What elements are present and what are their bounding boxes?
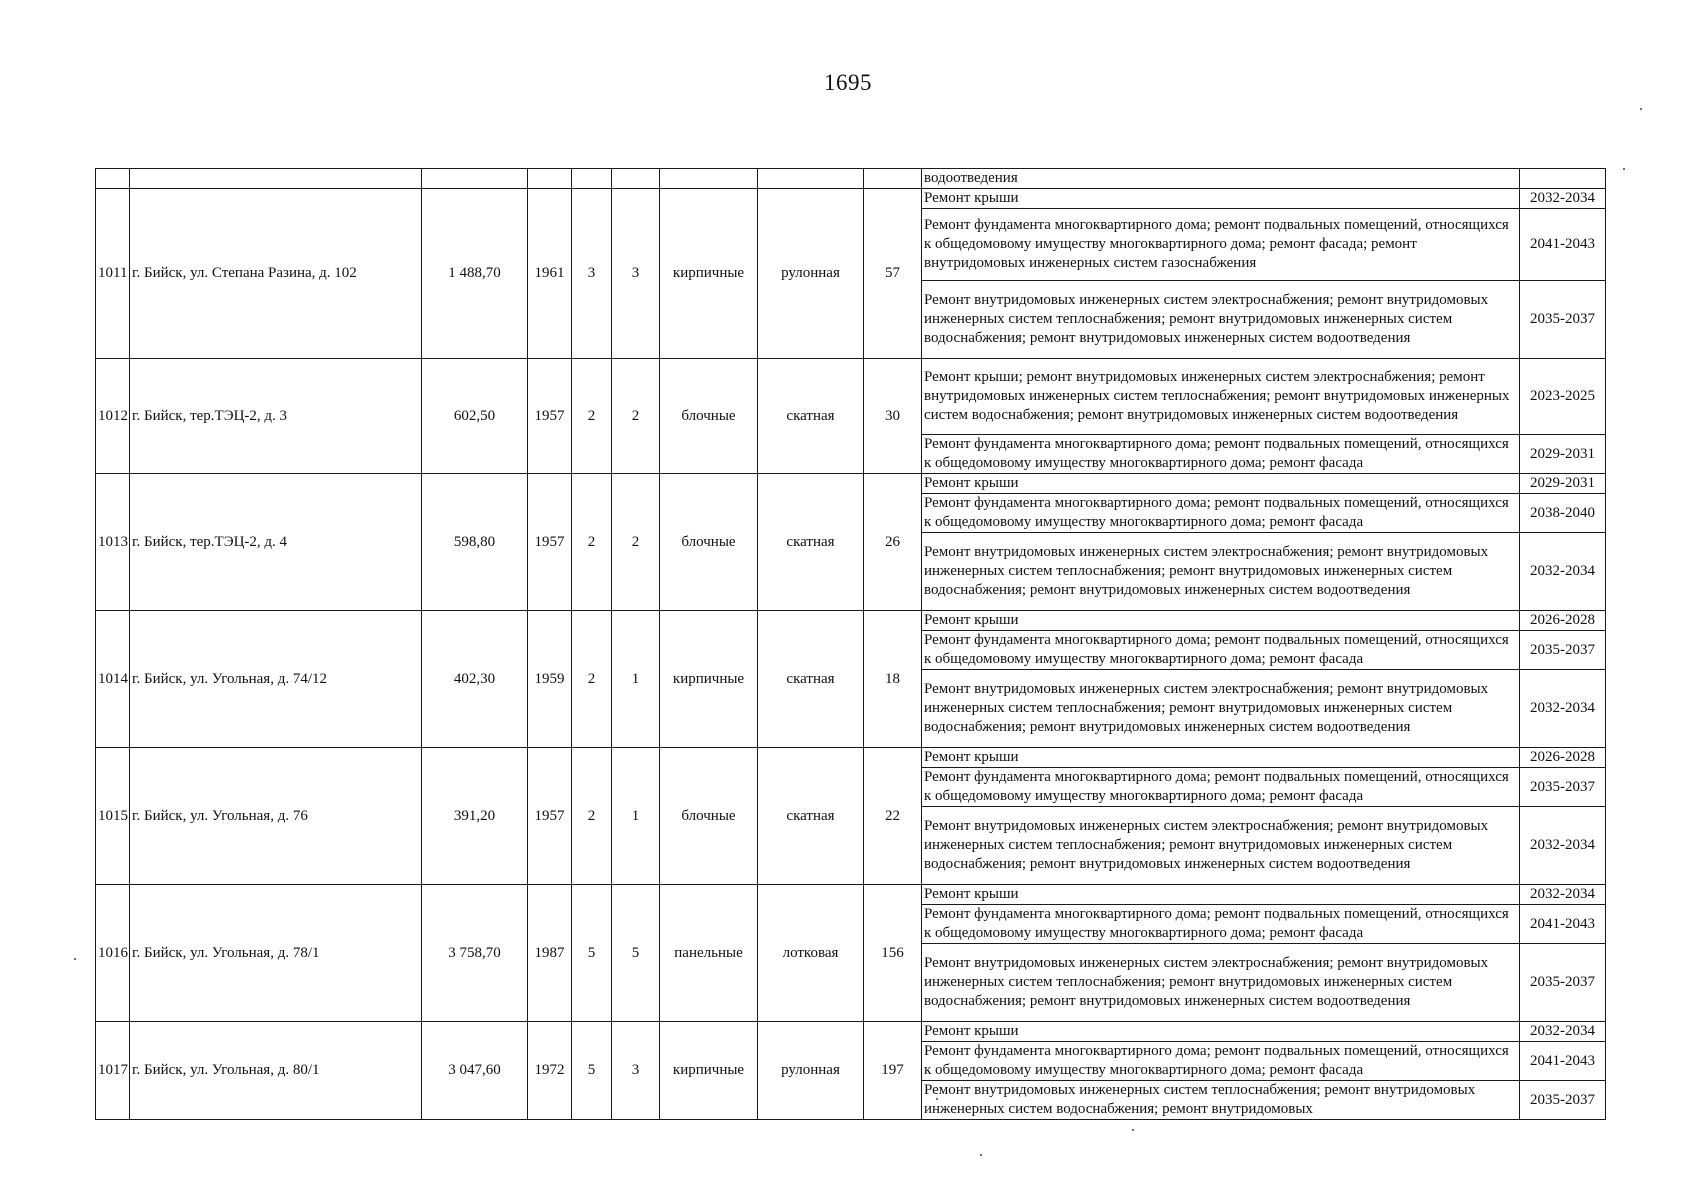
- building-row: [96, 474, 1606, 494]
- empty-cell: [130, 169, 422, 189]
- building-address: г. Бийск, тер.ТЭЦ-2, д. 4: [130, 474, 422, 611]
- carry-over-row: [96, 169, 1606, 189]
- housing-repair-table: [95, 168, 1606, 1120]
- entrance-count: 1: [612, 611, 660, 748]
- repair-period: 2035-2037: [1520, 768, 1606, 807]
- repair-period: 2026-2028: [1520, 611, 1606, 631]
- page-number: 1695: [824, 70, 872, 95]
- entrance-count: 5: [612, 885, 660, 1022]
- floor-count: 2: [572, 611, 612, 748]
- building-area: 602,50: [422, 359, 528, 474]
- repair-period: 2029-2031: [1520, 435, 1606, 474]
- repair-work-description: Ремонт фундамента многоквартирного дома; ремонт подвальных помещений, относящихся к общедомовому имуществу многоквартирного дома; ремонт фасада: [922, 435, 1520, 474]
- empty-cell: [422, 169, 528, 189]
- floor-count: 2: [572, 359, 612, 474]
- row-number: 1011: [96, 189, 130, 359]
- building-area: 3 758,70: [422, 885, 528, 1022]
- resident-count: 30: [864, 359, 922, 474]
- scan-speck: [1132, 1129, 1134, 1131]
- scan-speck: [980, 1154, 982, 1156]
- repair-work-description: Ремонт фундамента многоквартирного дома; ремонт подвальных помещений, относящихся к общедомовому имуществу многоквартирного дома; ремонт фасада: [922, 1042, 1520, 1081]
- building-address: г. Бийск, ул. Угольная, д. 76: [130, 748, 422, 885]
- build-year: 1961: [528, 189, 572, 359]
- build-year: 1957: [528, 359, 572, 474]
- row-number: 1015: [96, 748, 130, 885]
- repair-work-description: Ремонт внутридомовых инженерных систем электроснабжения; ремонт внутридомовых инженерных систем теплоснабжения; ремонт внутридомовых инженерных систем водоснабжения; ремонт внутридомовых инженерных систем водоотведения: [922, 670, 1520, 748]
- repair-work-description: Ремонт внутридомовых инженерных систем электроснабжения; ремонт внутридомовых инженерных систем теплоснабжения; ремонт внутридомовых инженерных систем водоснабжения; ремонт внутридомовых инженерных систем водоотведения: [922, 944, 1520, 1022]
- roof-type: скатная: [758, 611, 864, 748]
- empty-cell: [528, 169, 572, 189]
- row-number: 1012: [96, 359, 130, 474]
- empty-cell: [660, 169, 758, 189]
- row-number: 1016: [96, 885, 130, 1022]
- scan-speck: [1640, 108, 1642, 110]
- floor-count: 2: [572, 474, 612, 611]
- repair-work-description: Ремонт внутридомовых инженерных систем электроснабжения; ремонт внутридомовых инженерных систем теплоснабжения; ремонт внутридомовых инженерных систем водоснабжения; ремонт внутридомовых инженерных систем водоотведения: [922, 533, 1520, 611]
- repair-work-description: Ремонт фундамента многоквартирного дома; ремонт подвальных помещений, относящихся к общедомовому имуществу многоквартирного дома; ремонт фасада: [922, 905, 1520, 944]
- building-area: 402,30: [422, 611, 528, 748]
- resident-count: 26: [864, 474, 922, 611]
- building-address: г. Бийск, ул. Угольная, д. 74/12: [130, 611, 422, 748]
- repair-work-description: Ремонт фундамента многоквартирного дома; ремонт подвальных помещений, относящихся к общедомовому имуществу многоквартирного дома; ремонт фасада: [922, 768, 1520, 807]
- repair-period: 2032-2034: [1520, 885, 1606, 905]
- wall-material: блочные: [660, 474, 758, 611]
- empty-cell: [758, 169, 864, 189]
- building-row: [96, 885, 1606, 905]
- resident-count: 156: [864, 885, 922, 1022]
- build-year: 1957: [528, 474, 572, 611]
- repair-period: 2041-2043: [1520, 1042, 1606, 1081]
- wall-material: панельные: [660, 885, 758, 1022]
- resident-count: 22: [864, 748, 922, 885]
- repair-period: 2035-2037: [1520, 944, 1606, 1022]
- building-area: 1 488,70: [422, 189, 528, 359]
- building-row: [96, 359, 1606, 435]
- repair-period: 2032-2034: [1520, 533, 1606, 611]
- building-row: [96, 189, 1606, 209]
- floor-count: 2: [572, 748, 612, 885]
- repair-period: 2023-2025: [1520, 359, 1606, 435]
- repair-period: 2035-2037: [1520, 631, 1606, 670]
- entrance-count: 3: [612, 189, 660, 359]
- repair-work-description: Ремонт фундамента многоквартирного дома; ремонт подвальных помещений, относящихся к общедомовому имуществу многоквартирного дома; ремонт фасада: [922, 494, 1520, 533]
- repair-work-description: Ремонт фундамента многоквартирного дома; ремонт подвальных помещений, относящихся к общедомовому имуществу многоквартирного дома; ремонт фасада: [922, 631, 1520, 670]
- empty-cell: [96, 169, 130, 189]
- roof-type: скатная: [758, 748, 864, 885]
- entrance-count: 3: [612, 1022, 660, 1120]
- scan-speck: [74, 958, 76, 960]
- scan-speck: [936, 1098, 938, 1100]
- floor-count: 5: [572, 1022, 612, 1120]
- floor-count: 5: [572, 885, 612, 1022]
- entrance-count: 2: [612, 359, 660, 474]
- building-area: 598,80: [422, 474, 528, 611]
- build-year: 1957: [528, 748, 572, 885]
- empty-cell: [864, 169, 922, 189]
- roof-type: скатная: [758, 474, 864, 611]
- entrance-count: 1: [612, 748, 660, 885]
- floor-count: 3: [572, 189, 612, 359]
- empty-cell: [572, 169, 612, 189]
- repair-work-description: Ремонт крыши: [922, 748, 1520, 768]
- row-number: 1014: [96, 611, 130, 748]
- carry-over-work: водоотведения: [922, 169, 1520, 189]
- carry-over-period: [1520, 169, 1606, 189]
- build-year: 1959: [528, 611, 572, 748]
- building-area: 3 047,60: [422, 1022, 528, 1120]
- row-number: 1017: [96, 1022, 130, 1120]
- row-number: 1013: [96, 474, 130, 611]
- repair-period: 2032-2034: [1520, 189, 1606, 209]
- roof-type: рулонная: [758, 1022, 864, 1120]
- build-year: 1987: [528, 885, 572, 1022]
- repair-period: 2035-2037: [1520, 1081, 1606, 1120]
- repair-period: 2038-2040: [1520, 494, 1606, 533]
- wall-material: кирпичные: [660, 611, 758, 748]
- resident-count: 18: [864, 611, 922, 748]
- empty-cell: [612, 169, 660, 189]
- repair-period: 2041-2043: [1520, 905, 1606, 944]
- roof-type: рулонная: [758, 189, 864, 359]
- repair-period: 2032-2034: [1520, 807, 1606, 885]
- repair-period: 2035-2037: [1520, 281, 1606, 359]
- building-address: г. Бийск, ул. Угольная, д. 80/1: [130, 1022, 422, 1120]
- repair-period: 2032-2034: [1520, 670, 1606, 748]
- repair-period: 2029-2031: [1520, 474, 1606, 494]
- building-row: [96, 1022, 1606, 1042]
- repair-work-description: Ремонт крыши: [922, 885, 1520, 905]
- building-row: [96, 748, 1606, 768]
- repair-work-description: Ремонт внутридомовых инженерных систем теплоснабжения; ремонт внутридомовых инженерных систем водоснабжения; ремонт внутридомовых: [922, 1081, 1520, 1120]
- building-area: 391,20: [422, 748, 528, 885]
- entrance-count: 2: [612, 474, 660, 611]
- wall-material: кирпичные: [660, 1022, 758, 1120]
- repair-work-description: Ремонт крыши: [922, 474, 1520, 494]
- repair-work-description: Ремонт внутридомовых инженерных систем электроснабжения; ремонт внутридомовых инженерных систем теплоснабжения; ремонт внутридомовых инженерных систем водоснабжения; ремонт внутридомовых инженерных систем водоотведения: [922, 807, 1520, 885]
- wall-material: кирпичные: [660, 189, 758, 359]
- repair-work-description: Ремонт крыши: [922, 611, 1520, 631]
- roof-type: скатная: [758, 359, 864, 474]
- repair-period: 2026-2028: [1520, 748, 1606, 768]
- building-address: г. Бийск, ул. Угольная, д. 78/1: [130, 885, 422, 1022]
- resident-count: 57: [864, 189, 922, 359]
- wall-material: блочные: [660, 359, 758, 474]
- building-address: г. Бийск, тер.ТЭЦ-2, д. 3: [130, 359, 422, 474]
- wall-material: блочные: [660, 748, 758, 885]
- resident-count: 197: [864, 1022, 922, 1120]
- repair-work-description: Ремонт крыши: [922, 1022, 1520, 1042]
- repair-work-description: Ремонт крыши; ремонт внутридомовых инженерных систем электроснабжения; ремонт внутридомовых инженерных систем теплоснабжения; ремонт внутридомовых инженерных систем водоснабжения; ремонт внутридомовых инженерных систем водоотведения: [922, 359, 1520, 435]
- build-year: 1972: [528, 1022, 572, 1120]
- scan-speck: [1623, 168, 1625, 170]
- repair-work-description: Ремонт крыши: [922, 189, 1520, 209]
- repair-work-description: Ремонт фундамента многоквартирного дома; ремонт подвальных помещений, относящихся к общедомовому имуществу многоквартирного дома; ремонт фасада; ремонт внутридомовых инженерных систем газоснабжения: [922, 209, 1520, 281]
- repair-period: 2032-2034: [1520, 1022, 1606, 1042]
- building-row: [96, 611, 1606, 631]
- roof-type: лотковая: [758, 885, 864, 1022]
- building-address: г. Бийск, ул. Степана Разина, д. 102: [130, 189, 422, 359]
- repair-period: 2041-2043: [1520, 209, 1606, 281]
- repair-work-description: Ремонт внутридомовых инженерных систем электроснабжения; ремонт внутридомовых инженерных систем теплоснабжения; ремонт внутридомовых инженерных систем водоснабжения; ремонт внутридомовых инженерных систем водоотведения: [922, 281, 1520, 359]
